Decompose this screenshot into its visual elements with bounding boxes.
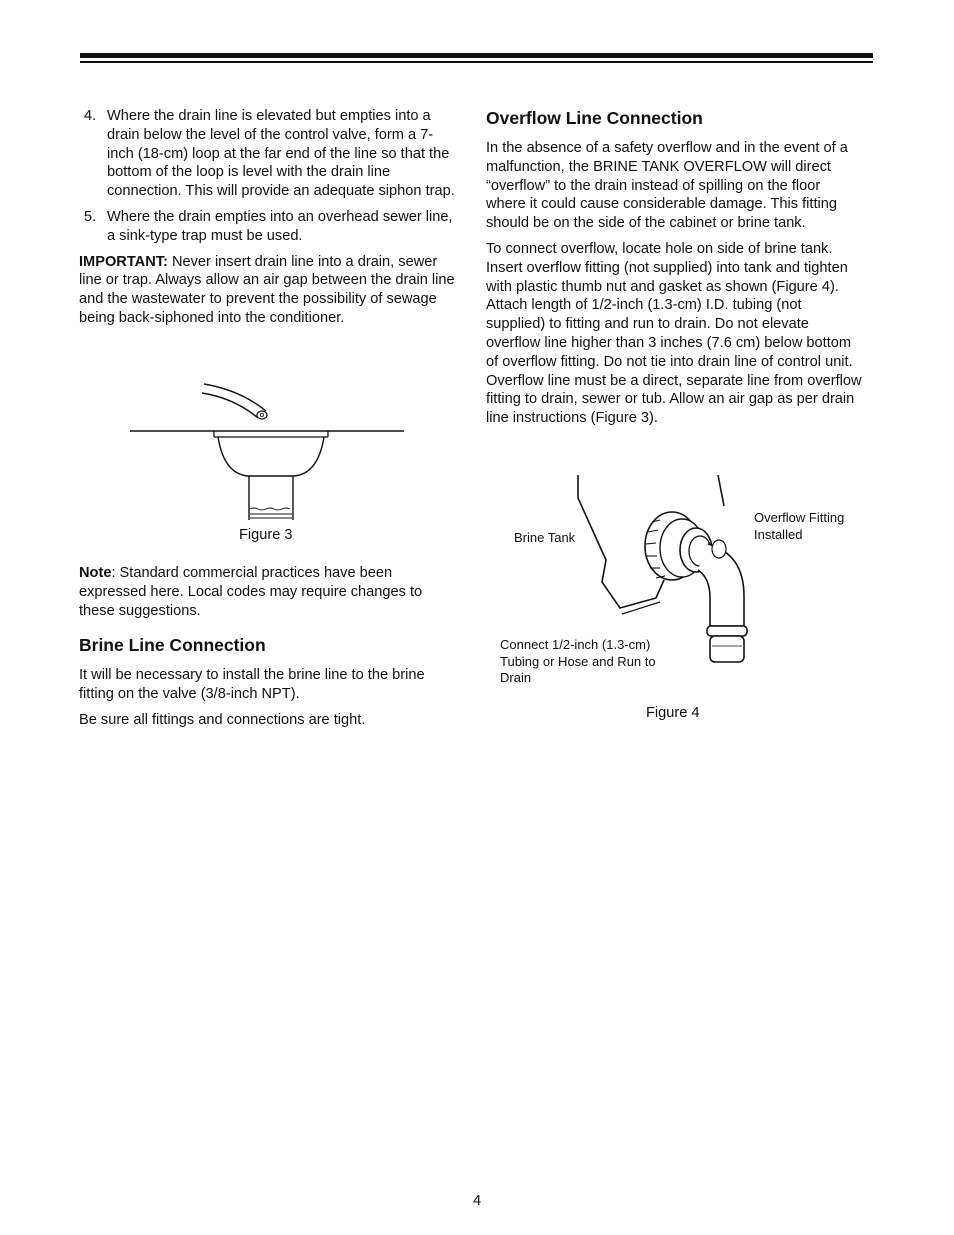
figure-3-drain-illustration: [120, 378, 410, 526]
brine-paragraph-2: Be sure all fittings and connections are tight.: [79, 711, 366, 728]
figure-4-caption: Figure 4: [646, 705, 700, 721]
step-number: 5.: [84, 208, 97, 225]
figure-4-label-connect-tubing: Connect 1/2-inch (1.3-cm) Tubing or Hose and Run to Drain: [500, 637, 656, 685]
important-label: IMPORTANT:: [79, 253, 168, 270]
overflow-paragraph-1: In the absence of a safety overflow and in the event of a malfunction, the BRINE TANK OVERFLOW will direct “overflow” to the drain instead of spilling on the floor where it could cause considerable damage. This fitting should be on the side of the cabinet or brine tank.: [486, 140, 848, 232]
drain-steps-list: [79, 107, 457, 246]
brine-line-heading: Brine Line Connection: [79, 635, 266, 656]
important-text: Never insert drain line into a drain, sewer line or trap. Always allow an air gap between the drain line and the wastewater to prevent the possibility of sewage being back-siphoned into the conditioner.: [79, 253, 455, 326]
overflow-paragraph-2: To connect overflow, locate hole on side of brine tank. Insert overflow fitting (not supplied) into tank and tighten with plastic thumb nut and gasket as shown (Figure 4). Attach length of 1/2-inch (1.3-cm) I.D. tubing (not supplied) to fitting and run to drain. Do not elevate overflow line higher than 3 inches (7.6 cm) below bottom of overflow fitting. Do not tie into drain line of control unit. Overflow line must be a direct, separate line from overflow fitting to drain, sewer or tub. Allow an air gap as per drain line instructions (Figure 3).: [486, 240, 862, 427]
overflow-line-heading: Overflow Line Connection: [486, 108, 703, 128]
list-item: [79, 107, 457, 201]
figure-4-label-overflow-fitting: Overflow Fitting Installed: [754, 510, 845, 542]
note-paragraph: [79, 564, 457, 620]
note-label: Note: [79, 565, 112, 581]
note-text: : Standard commercial practices have been expressed here. Local codes may require changes to these suggestions.: [79, 565, 423, 619]
figure-4-label-brine-tank: Brine Tank: [514, 530, 576, 545]
step-text: Where the drain line is elevated but empties into a drain below the level of the control valve, form a 7-inch (18-cm) loop at the far end of the line so that the bottom of the loop is level with the drain line connection. This will provide an adequate siphon trap.: [107, 108, 455, 200]
list-item: [79, 208, 457, 246]
step-text: Where the drain empties into an overhead sewer line, a sink-type trap must be used.: [107, 208, 453, 244]
brine-paragraph-1: It will be necessary to install the brine line to the brine fitting on the valve (3/8-inch NPT).: [79, 667, 425, 703]
figure-3-caption: Figure 3: [239, 527, 293, 543]
header-rule-thin: [80, 61, 873, 63]
step-number: 4.: [84, 108, 97, 124]
left-column: [79, 107, 457, 335]
left-column-lower: [79, 564, 457, 737]
important-paragraph: [79, 253, 457, 328]
header-rule-thick: [80, 53, 873, 58]
right-column: [486, 107, 864, 435]
page-number: 4: [472, 1193, 482, 1209]
